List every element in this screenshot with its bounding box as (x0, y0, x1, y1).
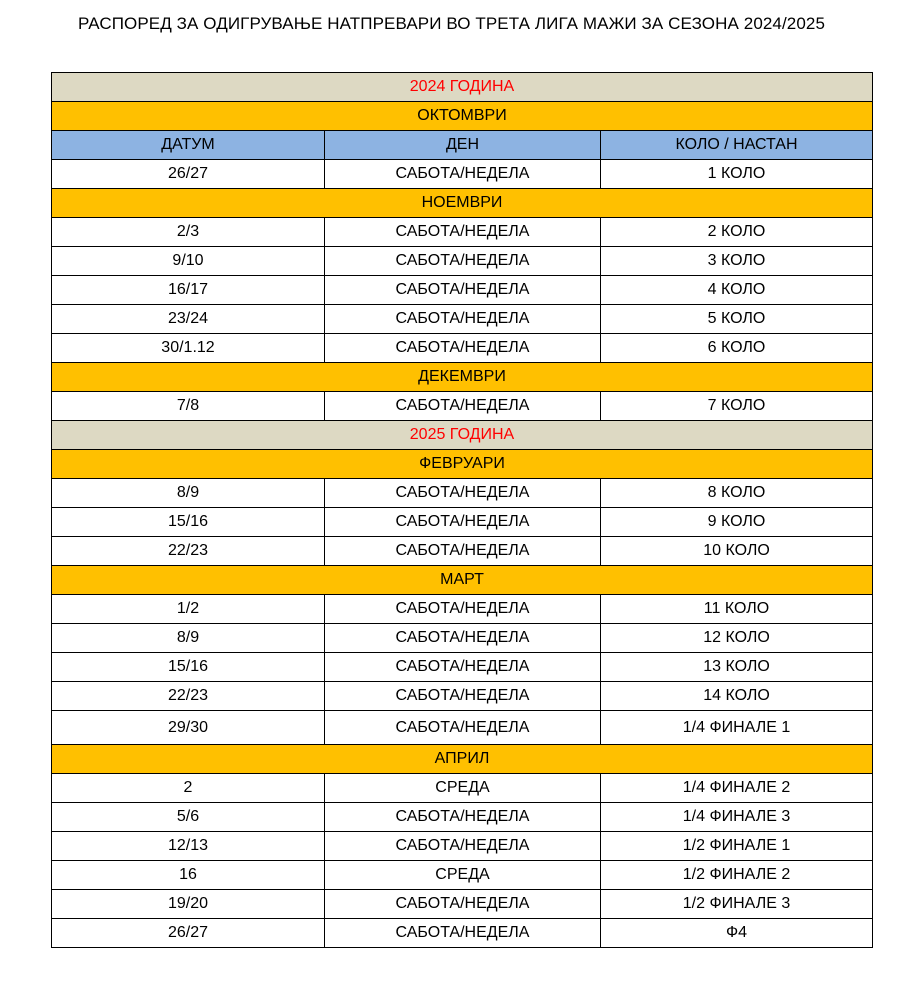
event-cell: 3 КОЛО (601, 247, 873, 276)
table-row (52, 537, 873, 566)
day-cell: САБОТА/НЕДЕЛА (325, 392, 601, 421)
date-cell: 9/10 (52, 247, 325, 276)
event-cell: 5 КОЛО (601, 305, 873, 334)
table-row (52, 774, 873, 803)
event-cell: 1/4 ФИНАЛЕ 2 (601, 774, 873, 803)
date-cell: 2/3 (52, 218, 325, 247)
event-cell: 2 КОЛО (601, 218, 873, 247)
table-row (52, 682, 873, 711)
table-row (52, 305, 873, 334)
column-header-day: ДЕН (325, 131, 601, 160)
month-label: АПРИЛ (52, 745, 873, 774)
table-row (52, 508, 873, 537)
event-cell: 6 КОЛО (601, 334, 873, 363)
year-band-row (52, 73, 873, 102)
table-row (52, 624, 873, 653)
event-cell: 1/4 ФИНАЛЕ 3 (601, 803, 873, 832)
day-cell: САБОТА/НЕДЕЛА (325, 803, 601, 832)
month-band-row (52, 102, 873, 131)
event-cell: 12 КОЛО (601, 624, 873, 653)
month-label: ДЕКЕМВРИ (52, 363, 873, 392)
event-cell: Ф4 (601, 919, 873, 948)
table-row (52, 247, 873, 276)
day-cell: СРЕДА (325, 861, 601, 890)
schedule-table (51, 72, 873, 948)
day-cell: САБОТА/НЕДЕЛА (325, 682, 601, 711)
schedule-body (52, 73, 873, 948)
table-row (52, 479, 873, 508)
date-cell: 26/27 (52, 160, 325, 189)
month-label: МАРТ (52, 566, 873, 595)
table-row (52, 392, 873, 421)
day-cell: САБОТА/НЕДЕЛА (325, 624, 601, 653)
date-cell: 15/16 (52, 508, 325, 537)
table-row (52, 334, 873, 363)
month-band-row (52, 745, 873, 774)
day-cell: САБОТА/НЕДЕЛА (325, 508, 601, 537)
event-cell: 13 КОЛО (601, 653, 873, 682)
month-label: ОКТОМВРИ (52, 102, 873, 131)
table-row (52, 919, 873, 948)
day-cell: САБОТА/НЕДЕЛА (325, 479, 601, 508)
table-row (52, 832, 873, 861)
year-label: 2025 ГОДИНА (52, 421, 873, 450)
event-cell: 1/2 ФИНАЛЕ 1 (601, 832, 873, 861)
event-cell: 1 КОЛО (601, 160, 873, 189)
year-band-row (52, 421, 873, 450)
date-cell: 7/8 (52, 392, 325, 421)
date-cell: 5/6 (52, 803, 325, 832)
month-band-row (52, 363, 873, 392)
table-row (52, 803, 873, 832)
day-cell: САБОТА/НЕДЕЛА (325, 711, 601, 745)
table-row (52, 711, 873, 745)
date-cell: 26/27 (52, 919, 325, 948)
date-cell: 12/13 (52, 832, 325, 861)
date-cell: 2 (52, 774, 325, 803)
table-row (52, 276, 873, 305)
event-cell: 11 КОЛО (601, 595, 873, 624)
date-cell: 15/16 (52, 653, 325, 682)
day-cell: САБОТА/НЕДЕЛА (325, 832, 601, 861)
day-cell: САБОТА/НЕДЕЛА (325, 305, 601, 334)
event-cell: 8 КОЛО (601, 479, 873, 508)
day-cell: САБОТА/НЕДЕЛА (325, 537, 601, 566)
day-cell: САБОТА/НЕДЕЛА (325, 276, 601, 305)
table-row (52, 861, 873, 890)
event-cell: 10 КОЛО (601, 537, 873, 566)
month-label: ФЕВРУАРИ (52, 450, 873, 479)
column-header-row (52, 131, 873, 160)
month-label: НОЕМВРИ (52, 189, 873, 218)
month-band-row (52, 450, 873, 479)
date-cell: 16 (52, 861, 325, 890)
day-cell: САБОТА/НЕДЕЛА (325, 334, 601, 363)
month-band-row (52, 189, 873, 218)
table-row (52, 218, 873, 247)
date-cell: 29/30 (52, 711, 325, 745)
table-row (52, 160, 873, 189)
event-cell: 9 КОЛО (601, 508, 873, 537)
date-cell: 22/23 (52, 537, 325, 566)
date-cell: 22/23 (52, 682, 325, 711)
day-cell: САБОТА/НЕДЕЛА (325, 919, 601, 948)
column-header-event: КОЛО / НАСТАН (601, 131, 873, 160)
event-cell: 1/2 ФИНАЛЕ 3 (601, 890, 873, 919)
day-cell: САБОТА/НЕДЕЛА (325, 160, 601, 189)
date-cell: 1/2 (52, 595, 325, 624)
event-cell: 1/2 ФИНАЛЕ 2 (601, 861, 873, 890)
day-cell: САБОТА/НЕДЕЛА (325, 890, 601, 919)
event-cell: 1/4 ФИНАЛЕ 1 (601, 711, 873, 745)
day-cell: САБОТА/НЕДЕЛА (325, 653, 601, 682)
document-title: РАСПОРЕД ЗА ОДИГРУВАЊЕ НАТПРЕВАРИ ВО ТРЕТА ЛИГА МАЖИ ЗА СЕЗОНА 2024/2025 (77, 14, 826, 33)
month-band-row (52, 566, 873, 595)
day-cell: САБОТА/НЕДЕЛА (325, 595, 601, 624)
event-cell: 14 КОЛО (601, 682, 873, 711)
day-cell: САБОТА/НЕДЕЛА (325, 247, 601, 276)
date-cell: 8/9 (52, 479, 325, 508)
day-cell: СРЕДА (325, 774, 601, 803)
table-row (52, 653, 873, 682)
date-cell: 19/20 (52, 890, 325, 919)
day-cell: САБОТА/НЕДЕЛА (325, 218, 601, 247)
date-cell: 23/24 (52, 305, 325, 334)
event-cell: 7 КОЛО (601, 392, 873, 421)
column-header-date: ДАТУМ (52, 131, 325, 160)
table-row (52, 595, 873, 624)
date-cell: 30/1.12 (52, 334, 325, 363)
year-label: 2024 ГОДИНА (52, 73, 873, 102)
date-cell: 8/9 (52, 624, 325, 653)
table-row (52, 890, 873, 919)
date-cell: 16/17 (52, 276, 325, 305)
event-cell: 4 КОЛО (601, 276, 873, 305)
